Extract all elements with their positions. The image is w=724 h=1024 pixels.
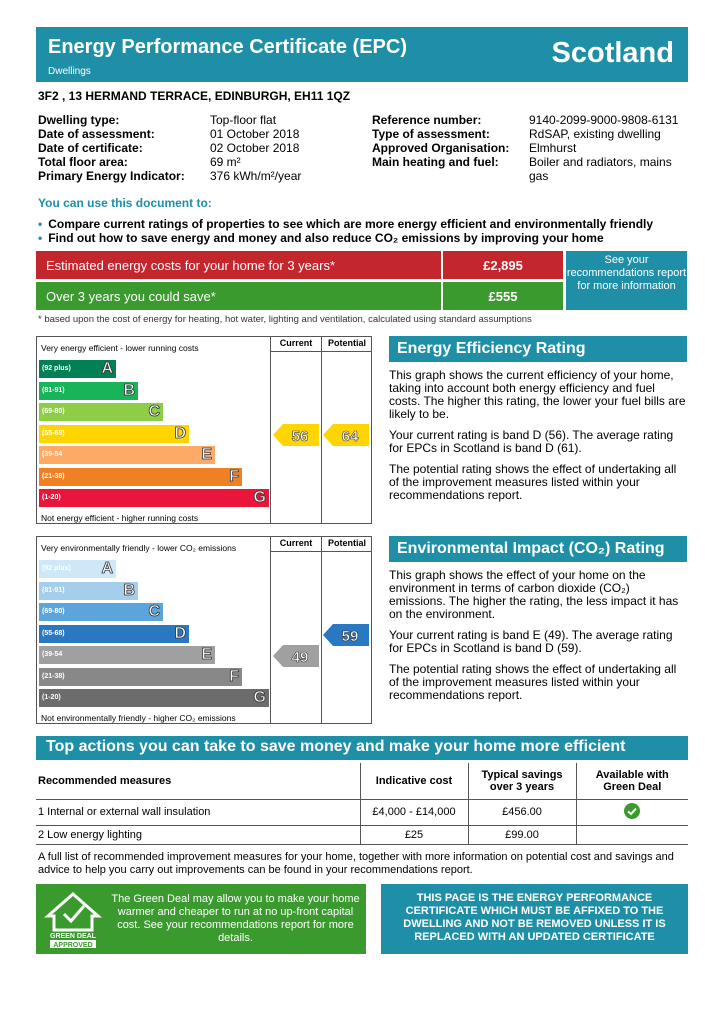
bullet-text: Compare current ratings of properties to see which are more energy efficient and environmentally friendly [48, 217, 654, 231]
detail-row [38, 169, 301, 183]
band-range: (69-80) [42, 608, 65, 615]
ei-panel-p1: This graph shows the effect of your home on the environment in terms of carbon dioxide (CO₂) emissions. The higher the rating, the less impact it has on the environment. [389, 568, 679, 621]
band-range: (39-54 [42, 451, 63, 458]
band-range: (1-20) [42, 694, 61, 701]
svg-text:APPROVED: APPROVED [53, 942, 93, 948]
chart-bottom-label: Not energy efficient - higher running costs [41, 513, 199, 523]
savings-value: £555 [488, 288, 518, 304]
col-header-measure: Recommended measures [36, 763, 360, 799]
detail-row [38, 127, 301, 141]
detail-row [372, 155, 689, 183]
band-range: (21-38) [42, 672, 65, 680]
detail-value: 02 October 2018 [210, 141, 300, 155]
column-divider [270, 337, 271, 523]
band-letter: C [148, 403, 160, 420]
cost-cell: £25 [360, 825, 468, 844]
col-header-cost: Indicative cost [360, 763, 468, 799]
band-range: (21-38) [42, 472, 65, 480]
detail-value: Boiler and radiators, mains gas [529, 155, 672, 183]
band-b [39, 382, 138, 400]
band-letter: E [201, 446, 212, 463]
check-circle-icon [624, 803, 640, 819]
band-b [39, 582, 138, 600]
chart-top-label: Very environmentally friendly - lower CO₂ emissions [41, 543, 237, 553]
detail-key: Primary Energy Indicator: [38, 169, 185, 183]
svg-text:56: 56 [291, 427, 309, 445]
detail-key: Date of assessment: [38, 127, 155, 141]
chart-bottom-label: Not environmentally friendly - higher CO₂ emissions [41, 713, 236, 723]
green-deal-logo-icon [44, 890, 102, 948]
ei-panel-p3: The potential rating shows the effect of undertaking all of the improvement measures listed within your recommendations report. [389, 662, 677, 702]
page-title: Energy Performance Certificate (EPC) [48, 36, 408, 58]
band-e [39, 446, 215, 464]
use-bullets [38, 217, 653, 245]
band-c [39, 403, 163, 421]
green-deal-cell [576, 799, 688, 825]
detail-key: Dwelling type: [38, 113, 120, 127]
ei-panel-p2: Your current rating is band E (49). The average rating for EPCs in Scotland is band D (59). [389, 628, 673, 655]
band-d [39, 625, 189, 643]
col-header-green-deal: Available with Green Deal [576, 763, 688, 799]
band-letter: D [174, 424, 186, 442]
band-letter: B [123, 381, 135, 399]
page-subtitle: Dwellings [48, 66, 91, 77]
band-range: (92 plus) [42, 365, 71, 372]
header-divider [270, 551, 372, 552]
detail-row [372, 113, 689, 127]
table-header-row [36, 763, 688, 799]
band-g [39, 489, 269, 507]
detail-key: Reference number: [372, 113, 482, 127]
savings-cell: £456.00 [468, 799, 576, 825]
band-a [39, 360, 116, 378]
use-heading: You can use this document to: [38, 196, 212, 210]
band-range: (81-91) [42, 586, 65, 594]
band-range: (92 plus) [42, 565, 71, 572]
current-rating-arrow [273, 424, 321, 451]
ee-panel-p2: Your current rating is band D (56). The average rating for EPCs in Scotland is band D (61). [389, 428, 674, 455]
energy-cost-label-bar [36, 251, 441, 279]
column-divider [270, 537, 271, 723]
bullet-item [38, 217, 653, 231]
band-range: (81-91) [42, 386, 65, 394]
band-a [39, 560, 116, 578]
header-divider [270, 351, 372, 352]
ee-panel-p3: The potential rating shows the effect of undertaking all of the improvement measures listed within your recommendations report. [389, 462, 677, 502]
svg-text:49: 49 [291, 649, 309, 666]
band-range: (55-68) [42, 629, 65, 637]
cost-footnote: * based upon the cost of energy for heating, hot water, lighting and ventilation, calculated using standard assumptions [38, 314, 532, 325]
band-range: (1-20) [42, 494, 61, 501]
details-left [38, 113, 301, 183]
band-letter: E [201, 646, 212, 663]
property-address: 3F2 , 13 HERMAND TERRACE, EDINBURGH, EH11 1QZ [38, 89, 351, 103]
potential-rating-arrow [323, 624, 371, 651]
potential-column-header: Potential [327, 338, 366, 348]
detail-row [38, 141, 301, 155]
bullet-icon: • [38, 217, 43, 231]
ee-panel-title: Energy Efficiency Rating [389, 336, 687, 362]
detail-value: 01 October 2018 [210, 127, 300, 141]
bullet-text: Find out how to save energy and money and also reduce CO₂ emissions by improving your home [48, 231, 604, 245]
epc-header [36, 27, 688, 82]
band-f [39, 668, 242, 686]
band-letter: G [253, 689, 266, 706]
column-divider [321, 537, 322, 723]
band-e [39, 646, 215, 664]
band-letter: D [174, 624, 186, 642]
bullet-item [38, 231, 653, 245]
region-label: Scotland [551, 37, 674, 69]
column-divider [321, 337, 322, 523]
band-range: (39-54 [42, 651, 63, 658]
energy-efficiency-chart [36, 336, 372, 524]
measure-cell: 1 Internal or external wall insulation [36, 799, 360, 825]
potential-rating-arrow [323, 424, 371, 451]
band-f [39, 468, 242, 486]
green-deal-box [36, 884, 366, 954]
detail-value: 69 m² [210, 155, 241, 169]
band-g [39, 689, 269, 707]
detail-key: Type of assessment: [372, 127, 490, 141]
detail-value: Top-floor flat [210, 113, 277, 127]
band-letter: C [148, 603, 160, 620]
energy-cost-label: Estimated energy costs for your home for 3 years* [46, 257, 336, 273]
band-letter: G [253, 489, 266, 506]
svg-text:59: 59 [341, 627, 359, 645]
cost-cell: £4,000 - £14,000 [360, 799, 468, 825]
detail-key: Total floor area: [38, 155, 128, 169]
table-row [36, 825, 688, 844]
svg-text:GREEN DEAL: GREEN DEAL [50, 933, 96, 940]
detail-row [38, 155, 301, 169]
savings-label-bar [36, 282, 441, 310]
environmental-impact-chart [36, 536, 372, 724]
detail-value: RdSAP, existing dwelling [529, 127, 661, 141]
ei-panel-title: Environmental Impact (CO₂) Rating [389, 536, 687, 562]
bullet-icon: • [38, 231, 43, 245]
ei-panel-text [389, 569, 687, 710]
svg-text:64: 64 [341, 427, 359, 445]
detail-row [372, 141, 689, 155]
band-range: (69-80) [42, 408, 65, 415]
green-deal-text: The Green Deal may allow you to make your home warmer and cheaper to run at no up-front capital cost. See your recommendations report for more details. [111, 893, 360, 944]
detail-key: Date of certificate: [38, 141, 143, 155]
measure-cell: 2 Low energy lighting [36, 825, 360, 844]
energy-cost-value: £2,895 [483, 257, 523, 273]
band-letter: B [123, 581, 135, 599]
green-deal-cell [576, 825, 688, 844]
table-row [36, 799, 688, 825]
band-letter: F [229, 667, 239, 685]
details-right [372, 113, 689, 183]
savings-value-bar [443, 282, 563, 310]
measures-table [36, 763, 688, 845]
chart-top-label: Very energy efficient - lower running costs [41, 343, 199, 353]
full-list-text: A full list of recommended improvement measures for your home, together with more information on potential cost and savings and advice to help you carry out improvements can be found in your recommendations report. [38, 851, 674, 876]
affix-notice: THIS PAGE IS THE ENERGY PERFORMANCE CERTIFICATE WHICH MUST BE AFFIXED TO THE DWELLING AND NOT BE REMOVED UNLESS IT IS REPLACED WITH AN UPDATED CERTIFICATE [381, 884, 688, 954]
detail-value: 376 kWh/m²/year [210, 169, 302, 183]
band-c [39, 603, 163, 621]
current-column-header: Current [279, 338, 313, 348]
detail-key: Main heating and fuel: [372, 155, 499, 169]
ee-panel-p1: This graph shows the current efficiency of your home, taking into account both energy efficiency and fuel costs. The higher this rating, the lower your fuel bills are likely to be. [389, 368, 686, 421]
savings-label: Over 3 years you could save* [46, 288, 216, 304]
detail-row [38, 113, 301, 127]
current-rating-arrow [273, 645, 321, 672]
savings-cell: £99.00 [468, 825, 576, 844]
band-range: (55-68) [42, 429, 65, 437]
energy-cost-value-bar [443, 251, 563, 279]
col-header-savings: Typical savings over 3 years [468, 763, 576, 799]
band-letter: F [229, 467, 239, 485]
detail-key: Approved Organisation: [372, 141, 510, 155]
detail-value: Elmhurst [529, 141, 577, 155]
band-letter: A [101, 360, 113, 377]
detail-value: 9140-2099-9000-9808-6131 [529, 113, 679, 127]
ee-panel-text [389, 369, 687, 510]
top-actions-title: Top actions you can take to save money and make your home more efficient [36, 736, 688, 760]
current-column-header: Current [279, 538, 313, 548]
band-letter: A [101, 560, 113, 577]
band-d [39, 425, 189, 443]
recommendations-box: See your recommendations report for more information [566, 251, 687, 310]
detail-row [372, 127, 689, 141]
potential-column-header: Potential [327, 538, 366, 548]
